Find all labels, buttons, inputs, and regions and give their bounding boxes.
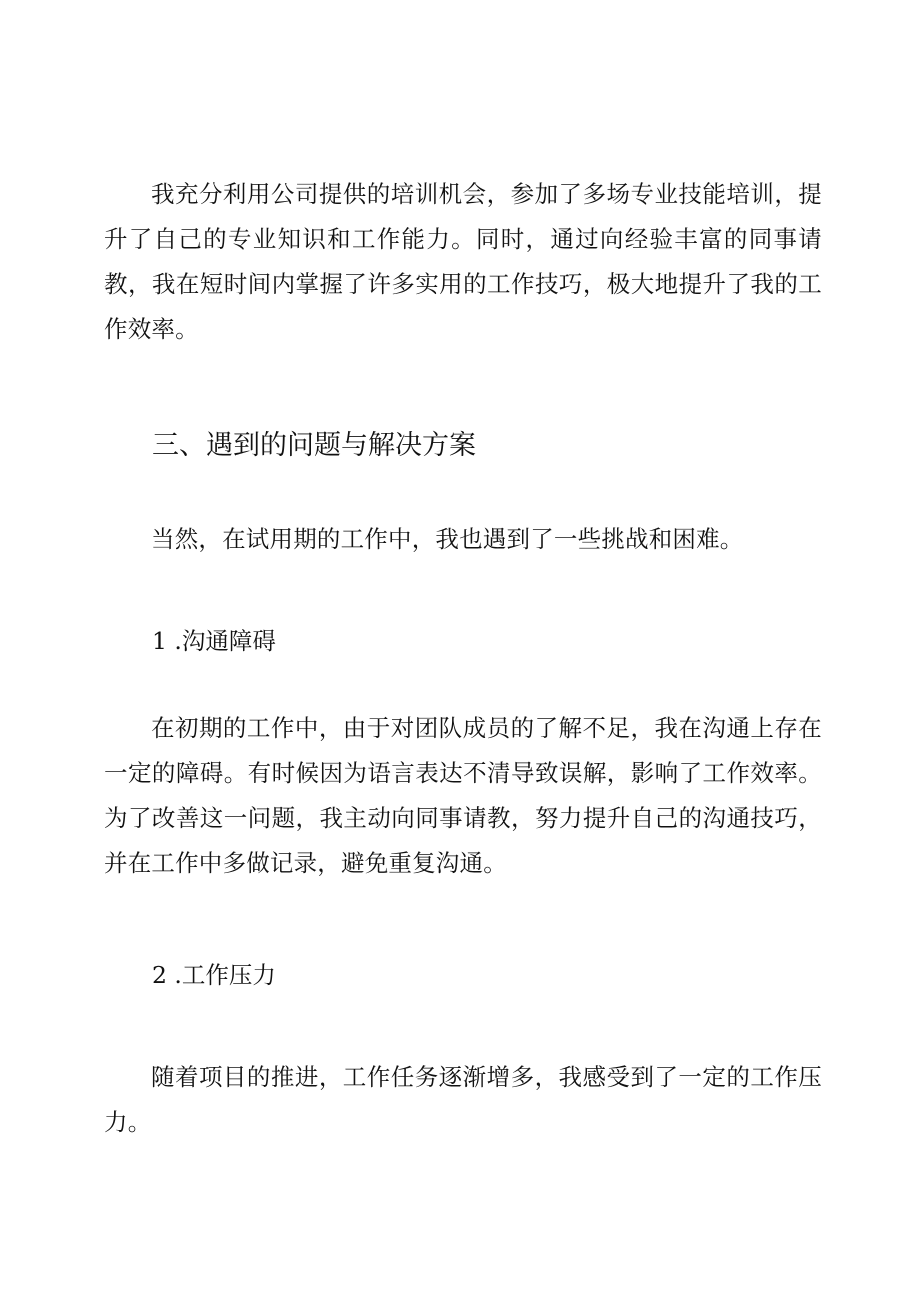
- body-paragraph-pressure: 随着项目的推进，工作任务逐渐增多，我感受到了一定的工作压力。: [104, 1063, 822, 1136]
- subheading-work-pressure: 2 .工作压力: [152, 961, 276, 989]
- subheading-communication: 1 .沟通障碍: [152, 627, 276, 655]
- body-paragraph-training: 我充分利用公司提供的培训机会，参加了多场专业技能培训，提升了自己的专业知识和工作能力。同时，通过向经验丰富的同事请教，我在短时间内掌握了许多实用的工作技巧，极大地提升了我的工作效率。: [104, 180, 822, 343]
- body-paragraph-intro: 当然，在试用期的工作中，我也遇到了一些挑战和困难。: [151, 525, 744, 553]
- body-paragraph-communication: 在初期的工作中，由于对团队成员的了解不足，我在沟通上存在一定的障碍。有时候因为语言表达不清导致误解，影响了工作效率。为了改善这一问题，我主动向同事请教，努力提升自己的沟通技巧，并在工作中多做记录，避免重复沟通。: [104, 714, 822, 877]
- section-heading: 三、遇到的问题与解决方案: [152, 430, 476, 461]
